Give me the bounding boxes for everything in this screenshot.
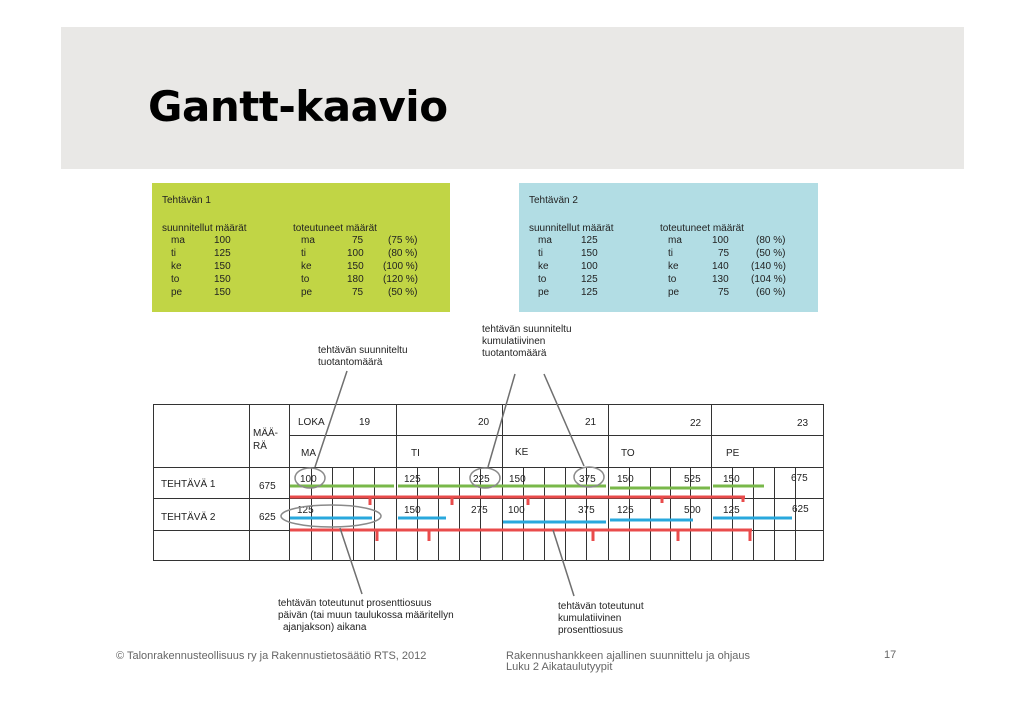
task2-row-label: TEHTÄVÄ 2 — [161, 512, 216, 523]
task2-daily-value: 100 — [508, 505, 525, 516]
day-label: TI — [411, 448, 420, 459]
task1-cumulative-value: 525 — [684, 474, 701, 485]
task1-daily-value: 125 — [404, 474, 421, 485]
task2-actual: 75 — [718, 248, 730, 259]
task2-daily-value: 125 — [723, 505, 740, 516]
task2-pct: (140 %) — [751, 261, 787, 272]
maara-header: MÄÄ- — [253, 428, 278, 439]
day-label: KE — [515, 447, 529, 458]
task1-day2: ma — [301, 235, 315, 246]
task2-cumulative-value: 500 — [684, 505, 701, 516]
task2-actual-header: toteutuneet määrät — [660, 223, 744, 234]
task1-actual: 150 — [347, 261, 364, 272]
task2-actual: 140 — [712, 261, 729, 272]
task1-day: to — [171, 274, 180, 285]
date-label: 19 — [359, 417, 371, 428]
task2-planned: 125 — [581, 235, 598, 246]
task2-daily-value: 150 — [404, 505, 421, 516]
callout-ellipse — [281, 505, 381, 527]
task1-cumulative-value: 675 — [791, 473, 808, 484]
task1-day2: ke — [301, 261, 312, 272]
leader-line — [544, 374, 584, 466]
task2-pct: (80 %) — [756, 235, 786, 246]
day-label: PE — [726, 448, 740, 459]
date-label: 21 — [585, 417, 597, 428]
task2-day: pe — [538, 287, 550, 298]
task2-day2: ma — [668, 235, 682, 246]
page-number: 17 — [884, 649, 897, 661]
annotation-line: kumulatiivinen — [558, 613, 622, 624]
annotation-line: tuotantomäärä — [318, 357, 383, 368]
task2-cumulative-value: 275 — [471, 505, 488, 516]
footer-course-line: Rakennushankkeen ajallinen suunnittelu ja ohjaus — [506, 650, 751, 662]
task2-daily-value: 125 — [297, 505, 314, 516]
footer-course-line: Luku 2 Aikataulutyypit — [506, 661, 613, 673]
annotation-line: kumulatiivinen — [482, 336, 546, 347]
task2-cumulative-value: 625 — [792, 504, 809, 515]
annotation-line: tehtävän toteutunut — [558, 601, 644, 612]
task1-cumulative-value: 375 — [579, 474, 596, 485]
task1-actual-header: toteutuneet määrät — [293, 223, 377, 234]
task1-actual: 75 — [352, 287, 364, 298]
annotation-line: prosenttiosuus — [558, 625, 624, 636]
footer-copyright: © Talonrakennusteollisuus ry ja Rakennustietosäätiö RTS, 2012 — [116, 650, 427, 662]
task2-day2: ti — [668, 248, 673, 259]
task1-day: ke — [171, 261, 182, 272]
task1-planned: 150 — [214, 274, 231, 285]
task1-daily-value: 150 — [509, 474, 526, 485]
task1-pct: (100 %) — [383, 261, 419, 272]
task2-pct: (104 %) — [751, 274, 787, 285]
annotation-line: tuotantomäärä — [482, 348, 547, 359]
task2-day: ma — [538, 235, 552, 246]
task2-planned-header: suunnitellut määrät — [529, 223, 614, 234]
task2-pct: (50 %) — [756, 248, 786, 259]
month-label: LOKA — [298, 417, 325, 428]
date-label: 22 — [690, 418, 702, 429]
task1-day: pe — [171, 287, 183, 298]
task1-pct: (75 %) — [388, 235, 418, 246]
task2-planned: 125 — [581, 287, 598, 298]
slide-title: Gantt-kaavio — [148, 82, 448, 131]
task2-total: 625 — [259, 512, 276, 523]
task1-pct: (120 %) — [383, 274, 419, 285]
annotation-line: tehtävän suunniteltu — [482, 324, 572, 335]
task1-daily-value: 100 — [300, 474, 317, 485]
date-label: 23 — [797, 418, 809, 429]
task1-planned: 150 — [214, 261, 231, 272]
task2-actual: 100 — [712, 235, 729, 246]
annotation-line: tehtävän suunniteltu — [318, 345, 408, 356]
task1-day2: to — [301, 274, 310, 285]
day-label: TO — [621, 448, 635, 459]
task1-day2: ti — [301, 248, 306, 259]
task1-planned: 100 — [214, 235, 231, 246]
task2-day: ti — [538, 248, 543, 259]
annotation-line: tehtävän toteutunut prosenttiosuus — [278, 598, 432, 609]
task1-box-title: Tehtävän 1 — [162, 195, 211, 206]
task2-daily-value: 125 — [617, 505, 634, 516]
task1-daily-value: 150 — [723, 474, 740, 485]
task2-pct: (60 %) — [756, 287, 786, 298]
task2-planned: 100 — [581, 261, 598, 272]
task2-day2: to — [668, 274, 677, 285]
day-label: MA — [301, 448, 316, 459]
task1-planned: 150 — [214, 287, 231, 298]
task2-cumulative-value: 375 — [578, 505, 595, 516]
task1-total: 675 — [259, 481, 276, 492]
task1-actual: 75 — [352, 235, 364, 246]
task1-planned-header: suunnitellut määrät — [162, 223, 247, 234]
task1-pct: (50 %) — [388, 287, 418, 298]
footer-course — [506, 651, 750, 673]
task2-planned: 125 — [581, 274, 598, 285]
task2-day: to — [538, 274, 547, 285]
task1-cumulative-value: 225 — [473, 474, 490, 485]
task2-day2: pe — [668, 287, 680, 298]
leader-line — [553, 530, 574, 596]
annotation-line: päivän (tai muun taulukossa määritellyn — [278, 610, 454, 621]
task1-actual: 100 — [347, 248, 364, 259]
date-label: 20 — [478, 417, 490, 428]
task2-day2: ke — [668, 261, 679, 272]
task1-daily-value: 150 — [617, 474, 634, 485]
leader-line — [488, 374, 515, 467]
task1-actual: 180 — [347, 274, 364, 285]
task2-box-title: Tehtävän 2 — [529, 195, 578, 206]
maara-header: RÄ — [253, 441, 267, 452]
task1-planned: 125 — [214, 248, 231, 259]
task1-day: ti — [171, 248, 176, 259]
task2-planned: 150 — [581, 248, 598, 259]
task1-day2: pe — [301, 287, 313, 298]
task2-actual: 130 — [712, 274, 729, 285]
task1-pct: (80 %) — [388, 248, 418, 259]
task2-actual: 75 — [718, 287, 730, 298]
task1-day: ma — [171, 235, 185, 246]
task2-day: ke — [538, 261, 549, 272]
annotation-line: ajanjakson) aikana — [283, 622, 367, 633]
task1-row-label: TEHTÄVÄ 1 — [161, 479, 216, 490]
